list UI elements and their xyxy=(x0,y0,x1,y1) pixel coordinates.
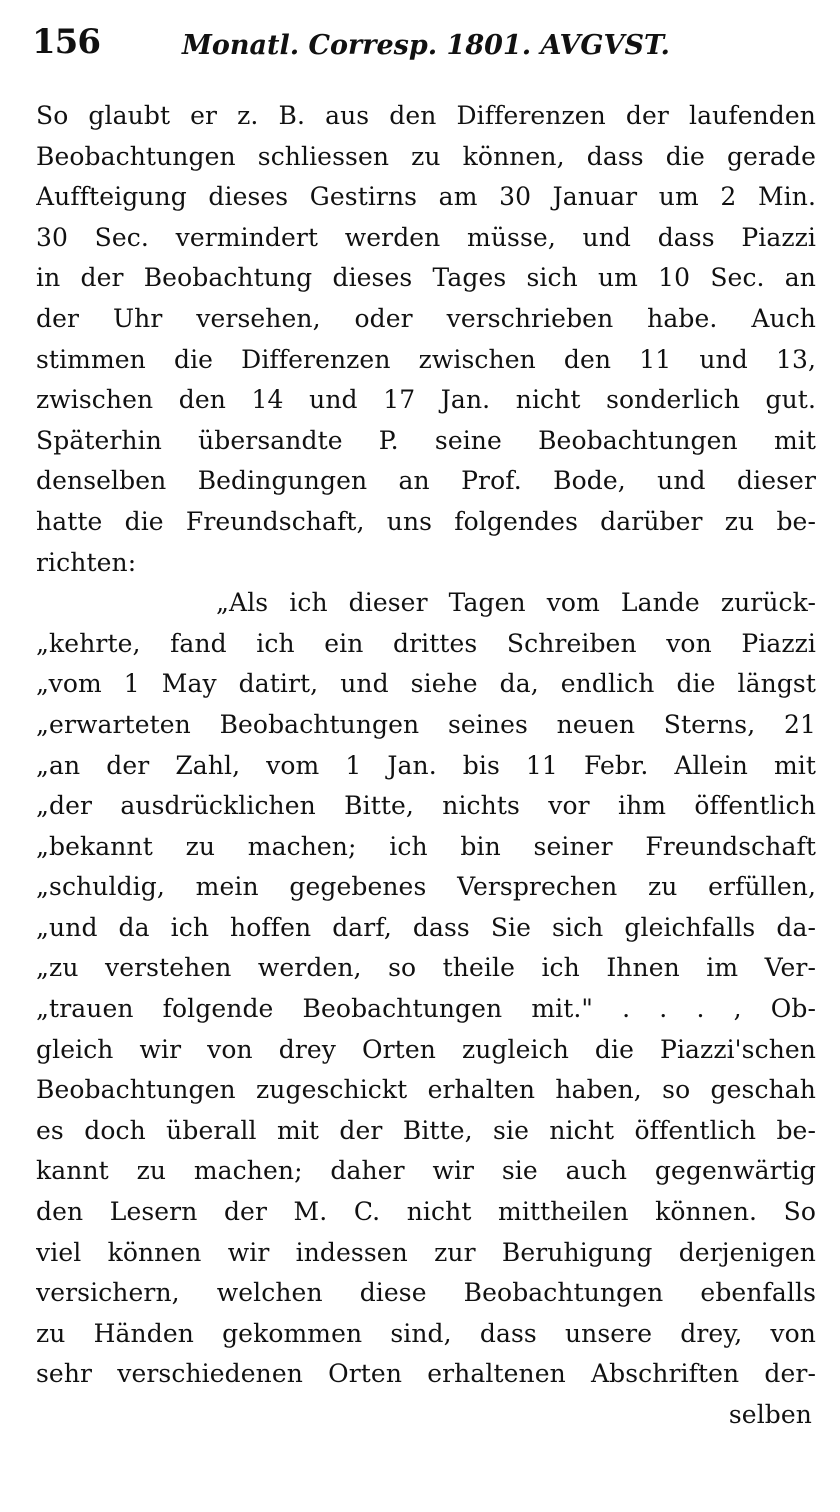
page-header xyxy=(32,18,812,68)
text-line: den Lesern der M. C. nicht mittheilen können. So xyxy=(36,1197,816,1227)
text-line: „Als ich dieser Tagen vom Lande zurück- xyxy=(216,588,816,618)
text-line: es doch überall mit der Bitte, sie nicht öffentlich be- xyxy=(36,1115,816,1145)
text-line: Beobachtungen schliessen zu können, dass die gerade xyxy=(36,141,816,171)
text-line: sehr verschiedenen Orten erhaltenen Abschriften der- xyxy=(36,1359,816,1389)
catchword: selben xyxy=(728,1400,812,1429)
body-text xyxy=(36,96,816,1436)
text-line: Auffteigung dieses Gestirns am 30 Januar um 2 Min. xyxy=(36,182,816,212)
text-line: zwischen den 14 und 17 Jan. nicht sonderlich gut. xyxy=(36,385,816,415)
text-line: richten: xyxy=(36,547,137,577)
text-line: Späterhin übersandte P. seine Beobachtungen mit xyxy=(36,425,816,455)
text-line: der Uhr versehen, oder verschrieben habe. Auch xyxy=(36,303,816,333)
text-line: versichern, welchen diese Beobachtungen ebenfalls xyxy=(36,1278,816,1308)
text-line: denselben Bedingungen an Prof. Bode, und dieser xyxy=(36,466,816,496)
text-line: „erwarteten Beobachtungen seines neuen Sterns, 21 xyxy=(36,709,816,739)
text-line: „und da ich hoffen darf, dass Sie sich gleichfalls da- xyxy=(36,912,816,942)
text-line: gleich wir von drey Orten zugleich die Piazzi'schen xyxy=(36,1034,816,1064)
text-line: „kehrte, fand ich ein drittes Schreiben von Piazzi xyxy=(36,628,816,658)
text-line: „trauen folgende Beobachtungen mit." . . . , Ob- xyxy=(36,994,816,1024)
text-line: Beobachtungen zugeschickt erhalten haben, so geschah xyxy=(36,1075,816,1105)
text-line: „der ausdrücklichen Bitte, nichts vor ihm öffentlich xyxy=(36,791,816,821)
text-line: „zu verstehen werden, so theile ich Ihnen im Ver- xyxy=(36,953,816,983)
text-line: kannt zu machen; daher wir sie auch gegenwärtig xyxy=(36,1156,816,1186)
text-line: stimmen die Differenzen zwischen den 11 und 13, xyxy=(36,344,816,374)
text-line: 30 Sec. vermindert werden müsse, und dass Piazzi xyxy=(36,222,816,252)
page-number: 156 xyxy=(32,22,100,62)
text-line: „vom 1 May datirt, und siehe da, endlich die längst xyxy=(36,669,816,699)
text-line: So glaubt er z. B. aus den Differenzen der laufenden xyxy=(36,101,816,130)
text-line: zu Händen gekommen sind, dass unsere drey, von xyxy=(36,1318,816,1348)
text-line: „bekannt zu machen; ich bin seiner Freundschaft xyxy=(36,831,816,861)
text-line: „an der Zahl, vom 1 Jan. bis 11 Febr. Allein mit xyxy=(36,750,816,780)
text-line: viel können wir indessen zur Beruhigung derjenigen xyxy=(36,1237,816,1267)
text-line: hatte die Freundschaft, uns folgendes darüber zu be- xyxy=(36,506,816,536)
text-line: in der Beobachtung dieses Tages sich um 10 Sec. an xyxy=(36,263,816,293)
text-line: „schuldig, mein gegebenes Versprechen zu erfüllen, xyxy=(36,872,816,902)
running-head: Monatl. Corresp. 1801. AVGVST. xyxy=(182,30,670,61)
